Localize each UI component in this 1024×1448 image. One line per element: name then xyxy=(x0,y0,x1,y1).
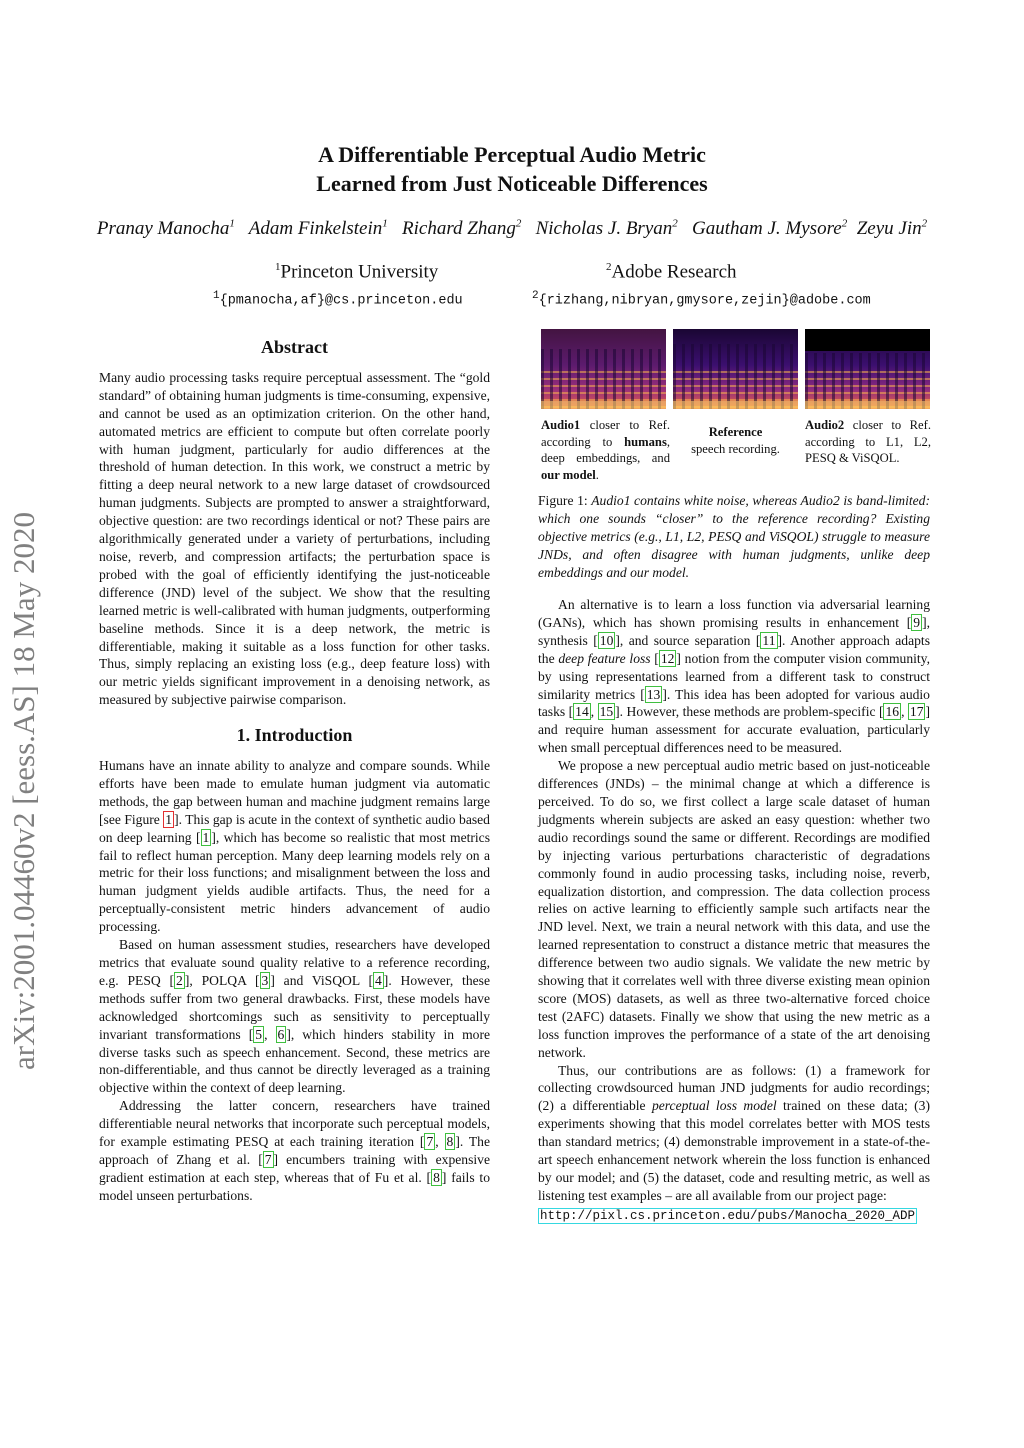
abstract-heading: Abstract xyxy=(261,337,328,357)
citation-link[interactable]: 12 xyxy=(660,650,675,666)
author: Gautham J. Mysore$^2$ xyxy=(692,218,848,240)
citation-link[interactable]: 1 xyxy=(202,829,210,845)
citation-link[interactable]: 11 xyxy=(762,632,776,648)
citation-link[interactable]: 13 xyxy=(646,686,661,702)
intro-paragraph-1: Humans have an innate ability to analyze and compare sounds. While efforts have been made to emulate human judgment via automatic methods, the gap between human and machine judgment remains large [see Figure 1 ]. This gap is acute in the context of synthetic audio based on deep learning [ 1 ], which has become so realistic that most metrics fail to reflect human perception. Many deep learning models rely on a metric for their loss functions; and misalignment between the loss and human judgment yields audible artifacts. Thus, the need for a perceptually-consistent metric hinders advancement of audio processing. xyxy=(99,758,491,935)
citation-link[interactable]: 7 xyxy=(426,1134,434,1150)
citation-link[interactable]: 14 xyxy=(575,704,589,720)
citation-link[interactable]: 16 xyxy=(885,704,900,720)
citation-link[interactable]: 7 xyxy=(264,1151,272,1167)
intro-paragraph-3: Addressing the latter concern, researchers have trained differentiable neural networks that incorporate such perceptual models, for example estimating PESQ at each training iteration [ 7 , 8 ]. The approach of Zhang et al. [ 7 ] encumbers training with expensive gradient estimation at each step, whereas that of Fu et al. [ 8 ] fails to model unseen perturbations. xyxy=(99,1098,491,1203)
author: Pranay Manocha$^1$ xyxy=(96,218,235,240)
citation-link[interactable]: 3 xyxy=(261,972,269,988)
email-adobe: $^2${rizhang,nibryan,gmysore,zejin}@adobe.com xyxy=(532,290,871,309)
citation-link[interactable]: 9 xyxy=(913,614,921,630)
citation-link[interactable]: 8 xyxy=(446,1134,454,1150)
reference-label: Reference speech recording. xyxy=(691,425,780,456)
citation-link[interactable]: 2 xyxy=(176,972,183,988)
introduction-heading: 1. Introduction xyxy=(236,725,353,746)
citation-link[interactable]: 10 xyxy=(599,632,614,648)
spectrogram-reference xyxy=(673,329,798,409)
citation-link[interactable]: 15 xyxy=(599,704,614,720)
spectrogram-audio2 xyxy=(805,329,930,409)
title-line-2: Learned from Just Noticeable Differences xyxy=(316,171,708,196)
author: Zeyu Jin$^2$ xyxy=(856,218,928,240)
citation-link[interactable]: 5 xyxy=(255,1026,263,1042)
left-column xyxy=(99,339,490,1205)
right-paragraph-3: Thus, our contributions are as follows: (1) a framework for collecting crowdsourced human JND judgments for audio recordings; (2) a differentiable perceptual loss model trained on these data; (3) experiments showing that this model correlates better with MOS tests than standard metrics; (4) demonstrable improvement in a state-of-the-art speech enhancement network wherein the loss function is enhanced by our model; and (5) the dataset, code and resulting metric, as well as listening test examples – are all available from our project page: xyxy=(538,1062,931,1203)
citation-link[interactable]: 8 xyxy=(433,1169,440,1185)
title-line-1: A Differentiable Perceptual Audio Metric xyxy=(318,142,706,167)
citation-link[interactable]: 4 xyxy=(375,972,382,988)
figure-1-link[interactable]: 1 xyxy=(165,811,173,827)
citation-link[interactable]: 6 xyxy=(277,1026,285,1042)
abstract-text: Many audio processing tasks require perceptual assessment. The “gold standard” of obtaining human judgments is time-consuming, expensive, and cannot be used as an optimization criterion. On the other hand, automated metrics are efficient to compute but often correlate poorly with human judgment, particularly for audio differences at the threshold of human detection. In this work, we construct a metric by fitting a deep neural network to a new large dataset of crowdsourced human judgments. Subjects are prompted to answer a straightforward, objective question: are two recordings identical or not? These pairs are algorithmically generated under a variety of perturbations, including noise, reverb, and compression artifacts; the perturbation space is probed with the goal of efficiently identifying the just-noticeable difference (JND) level of the subject. We show that the resulting learned metric is well-calibrated with human judgments, outperforming baseline methods. Since it is a deep network, the metric is differentiable, making it suitable as a loss function for other tasks. Thus, simply replacing an existing loss (e.g., deep feature loss) with our metric yields significant improvement in a denoising network, as measured by subjective pairwise comparison. xyxy=(99,369,490,708)
author-list xyxy=(60,218,964,240)
email-princeton: $^1${pmanocha,af}@cs.princeton.edu xyxy=(213,290,463,309)
affiliation-adobe: $^2$Adobe Research xyxy=(606,261,737,283)
audio2-label: Audio2 closer to Ref. according to L1, L2, PESQ & ViSQOL. xyxy=(805,418,931,466)
author: Nicholas J. Bryan$^2$ xyxy=(535,218,678,240)
right-column xyxy=(538,596,930,1226)
right-paragraph-1: An alternative is to learn a loss function via adversarial learning (GANs), which has shown promising results in enhancement [ 9 ], synthesis [ 10 ], and source separation [ 11 ]. Another approach adapts the deep feature loss [ 12 ] notion from the computer vision community, by using representations learned from a different task to construct similarity metrics [ 13 ]. This idea has been adopted for various audio tasks [ 14 , 15 ]. However, these methods are problem-specific [ 16 , 17 ] and require human assessment for accurate evaluation, particularly when small perceptual differences need to be measured. xyxy=(538,597,931,756)
author: Adam Finkelstein$^1$ xyxy=(248,218,388,240)
intro-paragraph-2: Based on human assessment studies, researchers have developed metrics that evaluate sound quality relative to a reference recording, e.g. PESQ [ 2 ], POLQA [ 3 ] and ViSQOL [ 4 ]. However, these methods suffer from two general drawbacks. First, these models have acknowledged shortcomings such as sensitivity to perceptually invariant transformations [ 5 , 6 ], which hinders stability in more diverse tasks such as speech enhancement. Second, these metrics are non-differentiable, and thus cannot be directly leveraged as a training objective within the context of deep learning. xyxy=(99,937,491,1096)
author: Richard Zhang$^2$ xyxy=(402,218,522,240)
spectrogram-audio1 xyxy=(541,329,666,409)
paper-title xyxy=(0,140,1024,198)
right-paragraph-2: We propose a new perceptual audio metric based on just-noticeable differences (JNDs) – the minimal change at which a difference is perceived. To do so, we first collect a large scale dataset of human judgments wherein subjects are asked an easy question: whether two audio recordings sound the same or different. Recordings are modified by injecting various perturbations characteristic of degradations commonly found in audio processing tasks, including noise, reverb, equalization distortion, and compression. The data collection process relies on active learning to efficiently sample such artifacts near the JND level. Next, we train a neural network with this data, and use the learned representation to construct a distance metric that measures the difference between two audio signals. We validate the new metric by showing that it correlates well with three diverse existing mean opinion score (MOS) datasets, as well as three two-alternative forced choice test (2AFC) datasets. Finally we show that using the new metric as a loss function improves the performance of a state of the art denoising network. xyxy=(538,758,930,1060)
arxiv-identifier: arXiv:2001.04460v2 [eess.AS] 18 May 2020 xyxy=(6,512,41,1070)
citation-link[interactable]: 17 xyxy=(909,704,924,720)
audio1-label: Audio1 closer to Ref. according to humans, deep embeddings, and our model. xyxy=(541,418,670,482)
affiliation-princeton: $^1$Princeton University xyxy=(275,261,439,283)
figure-1-caption: Figure 1: Audio1 contains white noise, whereas Audio2 is band-limited: which one sounds “closer” to the reference recording? Existing objective metrics (e.g., L1, L2, PESQ and ViSQOL) struggle to measure JNDs, and often disagree with human judgments, unlike deep embeddings and our model. xyxy=(538,493,930,580)
project-page-link[interactable]: http://pixl.cs.princeton.edu/pubs/Manocha_2020_ADP xyxy=(540,1208,916,1223)
